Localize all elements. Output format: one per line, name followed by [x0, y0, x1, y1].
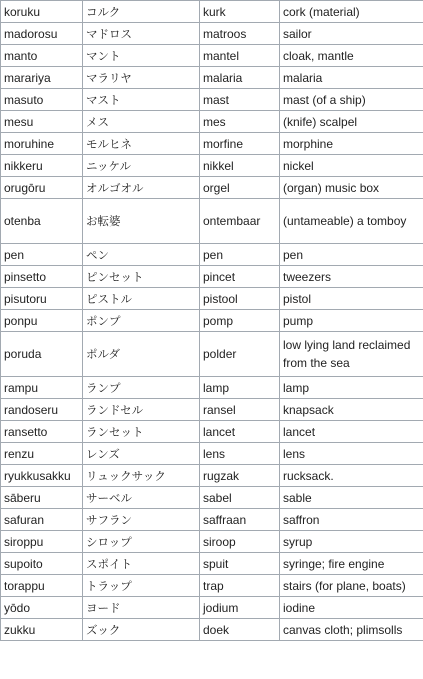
loanword-table-body	[1, 1, 423, 641]
romaji-cell: randoseru	[1, 399, 83, 421]
romaji-cell: ryukkusakku	[1, 465, 83, 487]
english-cell: lancet	[280, 421, 423, 443]
english-cell: cloak, mantle	[280, 45, 423, 67]
table-row	[1, 377, 423, 399]
table-row	[1, 244, 423, 266]
table-row	[1, 133, 423, 155]
romaji-cell: masuto	[1, 89, 83, 111]
japanese-cell: お転婆	[83, 199, 200, 244]
table-row	[1, 45, 423, 67]
japanese-cell: マント	[83, 45, 200, 67]
table-row	[1, 67, 423, 89]
dutch-cell: spuit	[200, 553, 280, 575]
dutch-cell: trap	[200, 575, 280, 597]
romaji-cell: pen	[1, 244, 83, 266]
table-row	[1, 310, 423, 332]
table-row	[1, 111, 423, 133]
english-cell: rucksack.	[280, 465, 423, 487]
english-cell: tweezers	[280, 266, 423, 288]
romaji-cell: supoito	[1, 553, 83, 575]
dutch-cell: siroop	[200, 531, 280, 553]
japanese-cell: ピストル	[83, 288, 200, 310]
romaji-cell: madorosu	[1, 23, 83, 45]
japanese-cell: ランドセル	[83, 399, 200, 421]
table-row	[1, 575, 423, 597]
dutch-cell: pincet	[200, 266, 280, 288]
english-cell: lens	[280, 443, 423, 465]
english-cell: low lying land reclaimed from the sea	[280, 332, 423, 377]
japanese-cell: ポンプ	[83, 310, 200, 332]
table-row	[1, 89, 423, 111]
table-row	[1, 597, 423, 619]
english-cell: saffron	[280, 509, 423, 531]
table-row	[1, 266, 423, 288]
english-cell: syringe; fire engine	[280, 553, 423, 575]
japanese-cell: トラップ	[83, 575, 200, 597]
japanese-cell: モルヒネ	[83, 133, 200, 155]
table-row	[1, 399, 423, 421]
romaji-cell: manto	[1, 45, 83, 67]
english-cell: (untameable) a tomboy	[280, 199, 423, 244]
japanese-cell: ランプ	[83, 377, 200, 399]
romaji-cell: torappu	[1, 575, 83, 597]
dutch-cell: sabel	[200, 487, 280, 509]
dutch-cell: kurk	[200, 1, 280, 23]
english-cell: syrup	[280, 531, 423, 553]
dutch-cell: lamp	[200, 377, 280, 399]
romaji-cell: siroppu	[1, 531, 83, 553]
japanese-cell: マスト	[83, 89, 200, 111]
dutch-cell: matroos	[200, 23, 280, 45]
english-cell: lamp	[280, 377, 423, 399]
romaji-cell: pinsetto	[1, 266, 83, 288]
english-cell: pump	[280, 310, 423, 332]
japanese-cell: マラリヤ	[83, 67, 200, 89]
romaji-cell: mesu	[1, 111, 83, 133]
english-cell: malaria	[280, 67, 423, 89]
dutch-cell: polder	[200, 332, 280, 377]
dutch-cell: lens	[200, 443, 280, 465]
dutch-cell: mes	[200, 111, 280, 133]
table-row	[1, 177, 423, 199]
japanese-cell: メス	[83, 111, 200, 133]
english-cell: pen	[280, 244, 423, 266]
dutch-cell: ontembaar	[200, 199, 280, 244]
dutch-cell: orgel	[200, 177, 280, 199]
table-row	[1, 553, 423, 575]
romaji-cell: safuran	[1, 509, 83, 531]
english-cell: iodine	[280, 597, 423, 619]
table-row	[1, 421, 423, 443]
table-row	[1, 199, 423, 244]
dutch-cell: pomp	[200, 310, 280, 332]
dutch-cell: pen	[200, 244, 280, 266]
romaji-cell: ransetto	[1, 421, 83, 443]
romaji-cell: ponpu	[1, 310, 83, 332]
japanese-cell: マドロス	[83, 23, 200, 45]
table-row	[1, 531, 423, 553]
dutch-cell: malaria	[200, 67, 280, 89]
romaji-cell: moruhine	[1, 133, 83, 155]
romaji-cell: otenba	[1, 199, 83, 244]
japanese-cell: ヨード	[83, 597, 200, 619]
dutch-cell: rugzak	[200, 465, 280, 487]
japanese-cell: オルゴオル	[83, 177, 200, 199]
english-cell: cork (material)	[280, 1, 423, 23]
table-row	[1, 465, 423, 487]
dutch-cell: doek	[200, 619, 280, 641]
dutch-cell: saffraan	[200, 509, 280, 531]
dutch-cell: nikkel	[200, 155, 280, 177]
japanese-cell: ニッケル	[83, 155, 200, 177]
romaji-cell: rampu	[1, 377, 83, 399]
english-cell: canvas cloth; plimsolls	[280, 619, 423, 641]
japanese-cell: ピンセット	[83, 266, 200, 288]
romaji-cell: renzu	[1, 443, 83, 465]
romaji-cell: sāberu	[1, 487, 83, 509]
english-cell: stairs (for plane, boats)	[280, 575, 423, 597]
japanese-cell: ポルダ	[83, 332, 200, 377]
japanese-cell: リュックサック	[83, 465, 200, 487]
english-cell: pistol	[280, 288, 423, 310]
dutch-cell: mantel	[200, 45, 280, 67]
romaji-cell: koruku	[1, 1, 83, 23]
japanese-cell: シロップ	[83, 531, 200, 553]
english-cell: knapsack	[280, 399, 423, 421]
dutch-cell: lancet	[200, 421, 280, 443]
japanese-cell: スポイト	[83, 553, 200, 575]
table-row	[1, 487, 423, 509]
dutch-cell: morfine	[200, 133, 280, 155]
japanese-cell: サーベル	[83, 487, 200, 509]
english-cell: morphine	[280, 133, 423, 155]
japanese-cell: サフラン	[83, 509, 200, 531]
japanese-cell: ペン	[83, 244, 200, 266]
romaji-cell: poruda	[1, 332, 83, 377]
english-cell: mast (of a ship)	[280, 89, 423, 111]
table-row	[1, 288, 423, 310]
table-row	[1, 509, 423, 531]
english-cell: (knife) scalpel	[280, 111, 423, 133]
english-cell: sailor	[280, 23, 423, 45]
romaji-cell: marariya	[1, 67, 83, 89]
romaji-cell: pisutoru	[1, 288, 83, 310]
japanese-cell: コルク	[83, 1, 200, 23]
table-row	[1, 332, 423, 377]
romaji-cell: zukku	[1, 619, 83, 641]
romaji-cell: orugōru	[1, 177, 83, 199]
dutch-cell: mast	[200, 89, 280, 111]
japanese-cell: ズック	[83, 619, 200, 641]
romaji-cell: nikkeru	[1, 155, 83, 177]
table-row	[1, 1, 423, 23]
dutch-cell: jodium	[200, 597, 280, 619]
japanese-cell: レンズ	[83, 443, 200, 465]
romaji-cell: yōdo	[1, 597, 83, 619]
english-cell: sable	[280, 487, 423, 509]
dutch-cell: ransel	[200, 399, 280, 421]
table-row	[1, 23, 423, 45]
dutch-cell: pistool	[200, 288, 280, 310]
table-row	[1, 155, 423, 177]
english-cell: (organ) music box	[280, 177, 423, 199]
japanese-cell: ランセット	[83, 421, 200, 443]
table-row	[1, 619, 423, 641]
english-cell: nickel	[280, 155, 423, 177]
table-row	[1, 443, 423, 465]
